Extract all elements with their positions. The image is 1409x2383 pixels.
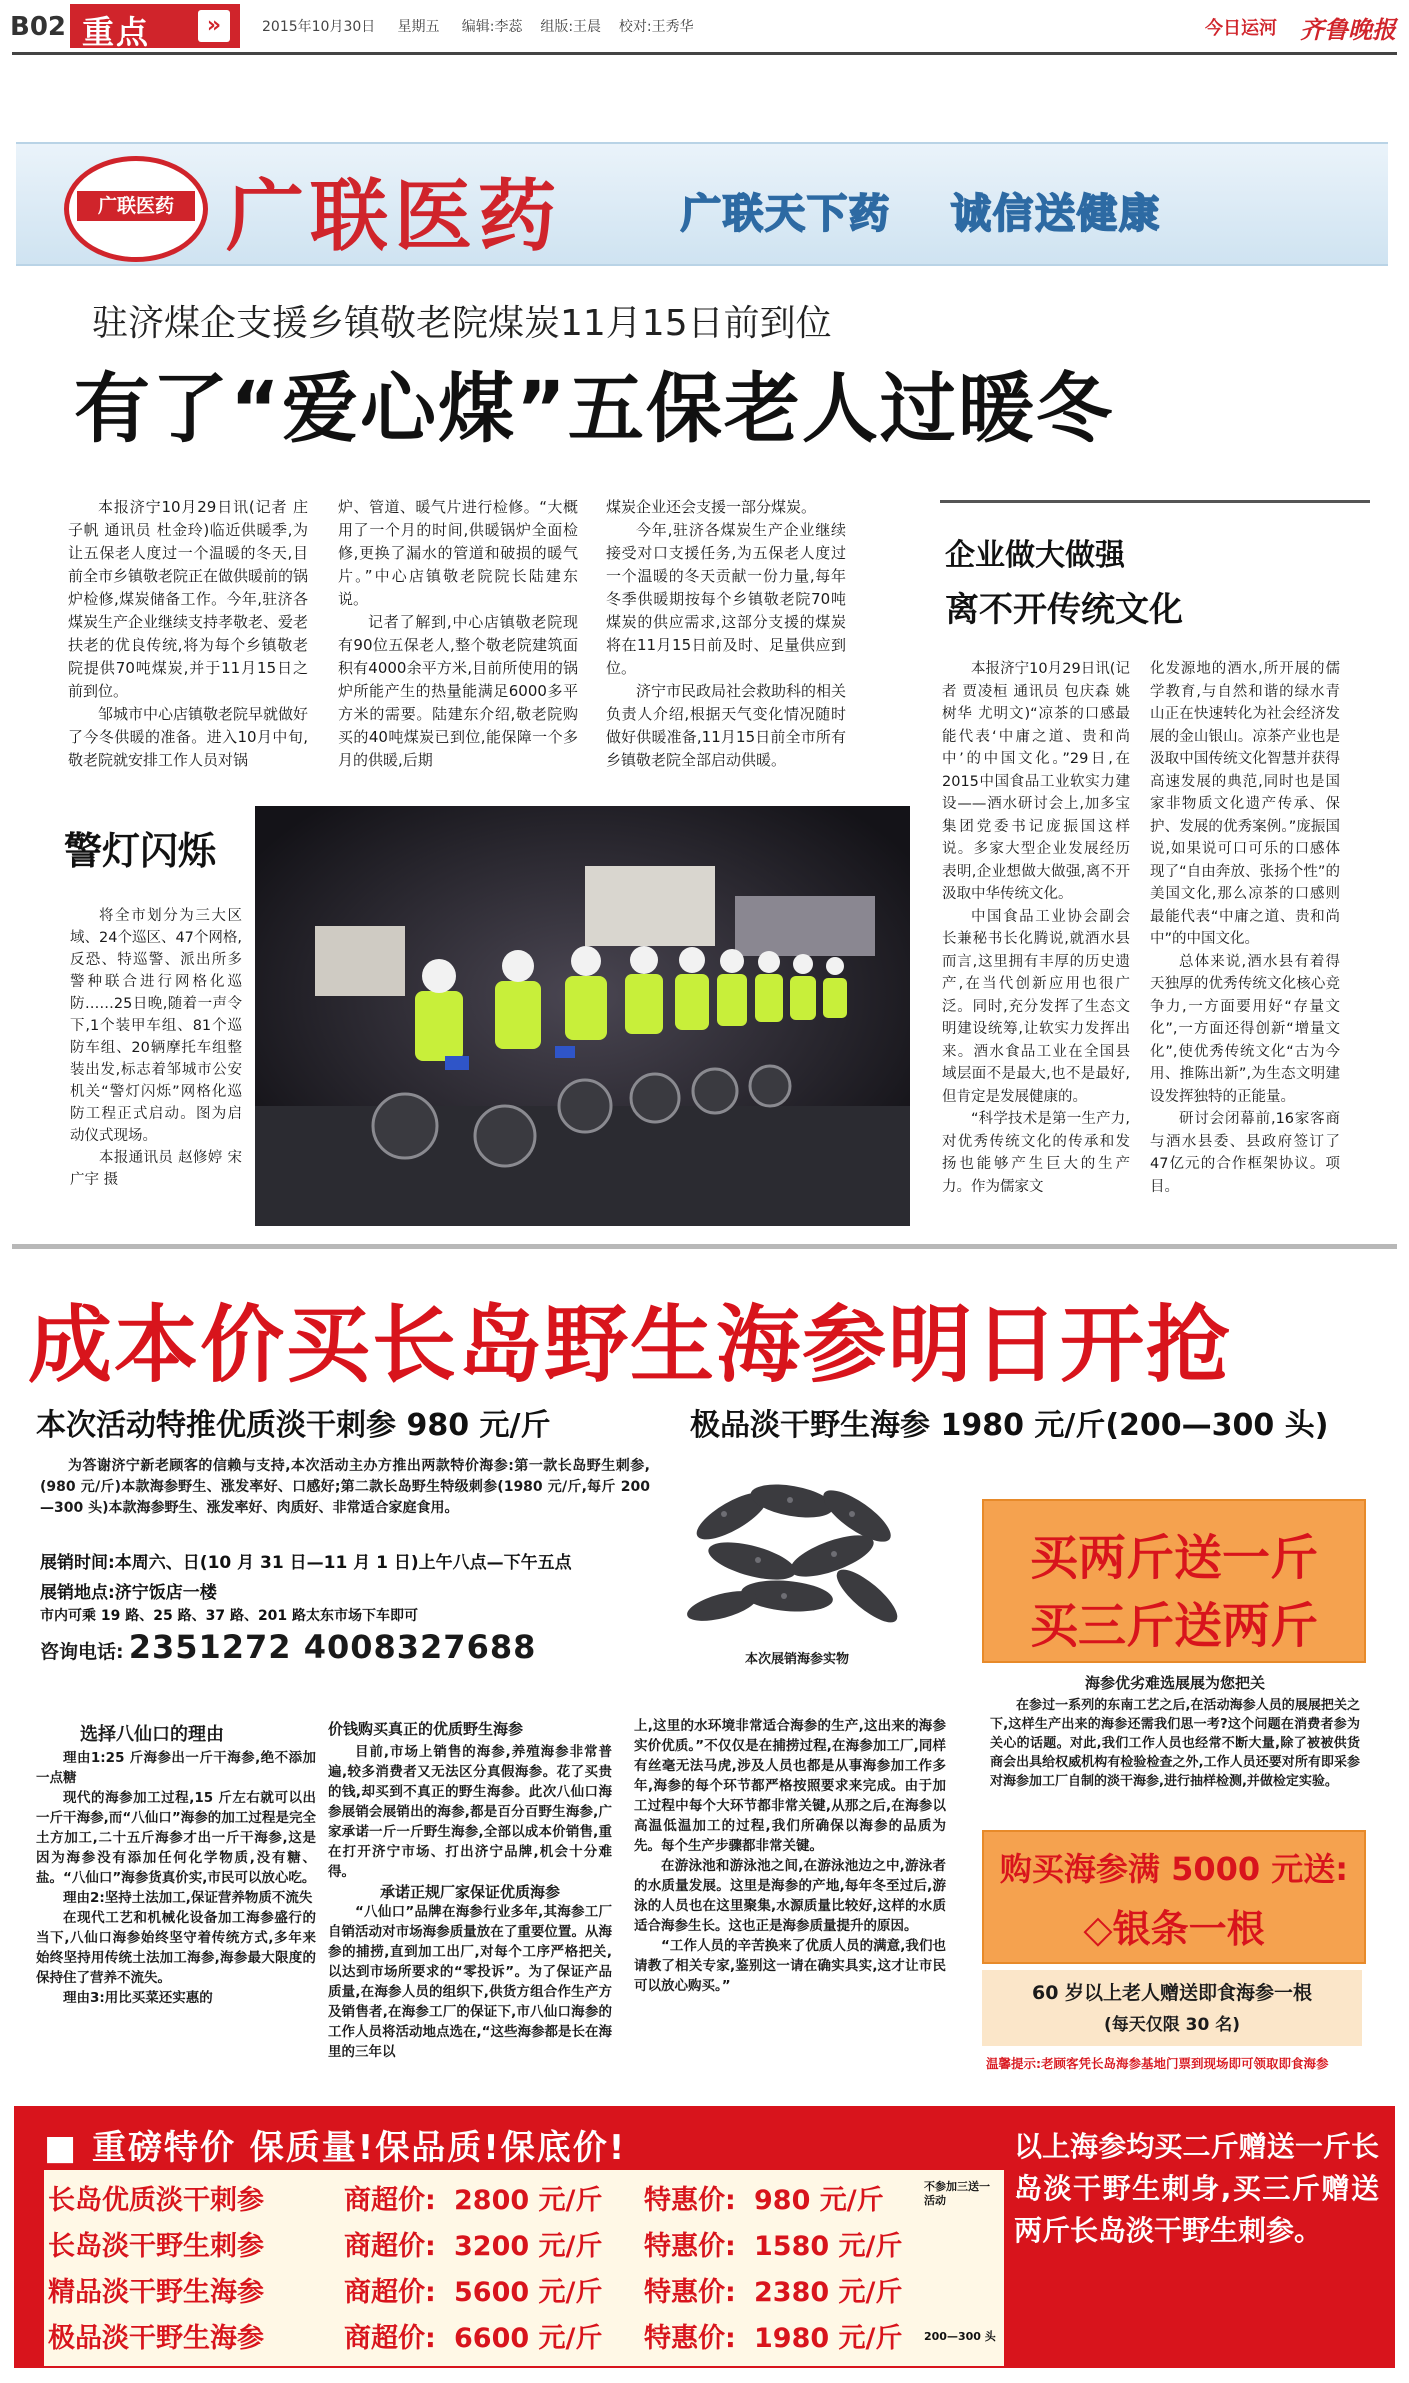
lead-column-1 (68, 496, 308, 772)
price-bar-title: ■ 重磅特价 保质量!保品质!保底价! (44, 2128, 627, 2168)
paragraph: 研讨会闭幕前,16家客商与酒水县委、县政府签订了47亿元的合作框架协议。项目。 (1150, 1111, 1340, 1195)
paragraph: 中国食品工业协会副会长兼秘书长化腾说,就酒水县而言,这里拥有丰厚的历史遗产,在当代创新应用也很广泛。同时,充分发挥了生态文明建设统筹,让软实力发挥出来。酒水食品工业在全国县域层面不是最大,也不是最好,但肯定是发展健康的。 (942, 908, 1130, 1105)
lead-column-3 (606, 496, 846, 772)
brand-logo-seal (64, 156, 208, 262)
promo-silver-line-1: 购买海参满 5000 元送: (999, 1850, 1349, 1888)
price-orig: 3200 元/斤 (454, 2231, 603, 2262)
side-story-rule (940, 500, 1370, 503)
ad-divider (12, 1244, 1397, 1249)
photo-story-title: 警灯闪烁 (64, 829, 217, 873)
paragraph: 本报济宁10月29日讯(记者 庄子帆 通讯员 杜金玲)临近供暖季,为让五保老人度过一个温暖的冬天,目前全市乡镇敬老院正在做供暖前的锅炉检修,煤炭储备工作。今年,驻济各煤炭生产企业继续支持孝敬老、爱老扶老的优良传统,将为每个乡镇敬老院提供70吨煤炭,并于11月15日之前到位。 (68, 498, 309, 700)
page-number: B02 (10, 12, 66, 42)
ad-column-b (328, 1742, 612, 2062)
sea-cucumber-illustration (672, 1456, 922, 1646)
price-special: 1980 元/斤 (754, 2323, 903, 2354)
ad-headline: 成本价买长岛野生海参明日开抢 (28, 1295, 1233, 1394)
photo-illustration (255, 806, 910, 1226)
price-special: 2380 元/斤 (754, 2277, 903, 2308)
price-product: 长岛淡干野生刺参 (48, 2231, 264, 2262)
side-column-2 (1150, 658, 1340, 1198)
paragraph: 化发源地的酒水,所开展的儒学教育,与自然和谐的绿水青山正在快速转化为社会经济发展的金山银山。凉茶产业也是汲取中国传统文化智慧并获得高速发展的典范,同时也是国家非物质文化遗产传承、保护、发展的优秀案例。”庞振国说,如果说可口可乐的口感体现了“自由奔放、张扬个性”的美国文化,那么凉茶的口感则最能代表“中庸之道、贵和尚中”的中国文化。 (1150, 661, 1340, 947)
ad-place: 展销地点:济宁饭店一楼 (40, 1583, 217, 1603)
issue-info (262, 16, 694, 36)
ad-column-a (36, 1748, 316, 2008)
side-story-title-1: 企业做大做强 (945, 538, 1125, 573)
price-orig-label: 商超价: (344, 2277, 436, 2308)
issue-weekday: 星期五 (397, 19, 440, 35)
ad-column-c (634, 1716, 946, 1996)
sea-cucumber-caption: 本次展销海参实物 (744, 1652, 849, 1667)
price-orig-label: 商超价: (344, 2231, 436, 2262)
editor: 编辑:李蕊 (461, 19, 523, 35)
price-orig: 2800 元/斤 (454, 2185, 603, 2216)
paper-logo: 齐鲁晚报 (1300, 15, 1396, 44)
header-rule (12, 52, 1397, 55)
col-a-title: 选择八仙口的理由 (80, 1724, 224, 1745)
price-orig-label: 商超价: (344, 2185, 436, 2216)
police-motorcade-photo (255, 806, 910, 1226)
paragraph: “科学技术是第一生产力,对优秀传统文化的传承和发扬也能够产生巨大的生产力。作为儒家文 (942, 1111, 1130, 1195)
price-product: 长岛优质淡干刺参 (48, 2185, 264, 2216)
paragraph: 在游泳池和游泳池之间,在游泳池边之中,游泳者的水质量发展。这里是海参的产地,每年冬至过后,游泳的人员也在这里聚集,水源质量比较好,这样的水质适合海参生长。这也正是海参质量提升的原因。 (634, 1858, 946, 1934)
price-row (44, 2178, 1004, 2220)
paragraph: 邹城市中心店镇敬老院早就做好了今冬供暖的准备。进入10月中旬,敬老院就安排工作人员对锅 (68, 705, 309, 769)
lead-subtitle: 驻济煤企支援乡镇敬老院煤炭11月15日前到位 (92, 303, 832, 344)
paragraph: 理由2:坚持土法加工,保证营养物质不流失 (63, 1890, 313, 1906)
col-b-title: 价钱购买真正的优质野生海参 (328, 1720, 524, 1738)
ad-bus: 市内可乘 19 路、25 路、37 路、201 路太东市场下车即可 (40, 1608, 419, 1624)
paragraph: 记者了解到,中心店镇敬老院现有90位五保老人,整个敬老院建筑面积有4000余平方米,目前所使用的锅炉所能产生的热量能满足6000多平方米的需要。陆建东介绍,敬老院购买的40吨煤炭已到位,能保障一个多月的供暖,后期 (338, 613, 578, 769)
brand-name: 广联医药 (226, 171, 563, 262)
price-orig: 5600 元/斤 (454, 2277, 603, 2308)
ad-phone-row (40, 1628, 536, 1666)
paragraph: 煤炭企业还会支援一部分煤炭。 (606, 498, 817, 516)
promo-buy-two (982, 1499, 1366, 1663)
paragraph: “八仙口”品牌在海参行业多年,其海参工厂自销活动对市场海参质量放在了重要位置。从海参的捕捞,直到加工出厂,对每个工序严格把关,以达到市场所要求的“零投诉”。为了保证产品质量,在海参人员的组织下,供货方组合作生产方及销售者,在海参工厂的保证下,市八仙口海参的工作人员将活动地点选在,“这些海参都是长在海里的三年以 (328, 1904, 613, 2060)
price-orig-label: 商超价: (344, 2323, 436, 2354)
paragraph: 理由3:用比买菜还实惠的 (63, 1990, 213, 2006)
paragraph: 炉、管道、暖气片进行检修。“大概用了一个月的时间,供暖锅炉全面检修,更换了漏水的管道和破损的暖气片。”中心店镇敬老院院长陆建东说。 (338, 498, 578, 608)
price-product: 极品淡干野生海参 (48, 2323, 264, 2354)
section-badge (70, 4, 240, 51)
ad-intro: 为答谢济宁新老顾客的信赖与支持,本次活动主办方推出两款特价海参:第一款长岛野生刺参,(980 元/斤)本款海参野生、涨发率好、口感好;第二款长岛野生特级刺参(1980 元/斤,每斤 200—300 头)本款海参野生、涨发率好、肉质好、非常适合家庭食用。 (40, 1458, 650, 1516)
paragraph: 总体来说,酒水县有着得天独厚的优秀传统文化核心竞争力,一方面要用好“存量文化”,一方面还得创新“增量文化”,使优秀传统文化“古为今用、推陈出新”,为生态文明建设发挥独特的正能量。 (1150, 953, 1340, 1105)
ad-tip: 温馨提示:老顾客凭长岛海参基地门票到现场即可领取即食海参 (986, 2056, 1329, 2071)
issue-date: 2015年10月30日 (262, 19, 376, 35)
region-label: 今日运河 (1205, 18, 1277, 39)
price-row (44, 2270, 1004, 2312)
paragraph: “工作人员的辛苦换来了优质人员的满意,我们也请教了相关专家,鉴别这一请在确实具实,这才让市民可以放心购买。” (634, 1938, 946, 1994)
promo-silver-line-2: ◇银条一根 (1083, 1907, 1265, 1951)
price-note: 不参加三送一活动 (924, 2180, 990, 2207)
elder-gift-line-1: 60 岁以上老人赠送即食海参一根 (1031, 1982, 1313, 2004)
price-special-label: 特惠价: (644, 2277, 736, 2308)
elder-gift-line-2: (每天仅限 30 名) (1103, 2015, 1241, 2035)
side-story-title-2: 离不开传统文化 (945, 590, 1183, 630)
price-special-label: 特惠价: (644, 2231, 736, 2262)
brand-logo-text: 广联医药 (77, 191, 195, 221)
brand-slogan-2: 诚信送健康 (951, 191, 1161, 237)
paragraph: 在现代工艺和机械化设备加工海参盛行的当下,八仙口海参始终坚守着传统方式,多年来始终坚持用传统土法加工海参,海参最大限度的保持住了营养不流失。 (36, 1910, 316, 1986)
paragraph: 理由1:25 斤海参出一斤干海参,绝不添加一点糖 (36, 1750, 316, 1786)
price-special: 1580 元/斤 (754, 2231, 903, 2262)
price-special-label: 特惠价: (644, 2323, 736, 2354)
price-product: 精品淡干野生海参 (48, 2277, 264, 2308)
price-row (44, 2224, 1004, 2266)
paragraph: 上,这里的水环境非常适合海参的生产,这出来的海参实价优质。”不仅仅是在捕捞过程,在海参加工厂,同样有丝毫无法马虎,涉及人员也都是从事海参加工作多年,海参的每个环节都严格按照要求来完成。由于加工过程中每个大环节都非常关键,从那之后,在海参以高温低温加工的过程,我们所确保以海参的品质为先。每个生产步骤都非常关键。 (634, 1718, 946, 1854)
paragraph: 济宁市民政局社会救助科的相关负责人介绍,根据天气变化情况随时做好供暖准备,11月15日前全市所有乡镇敬老院全部启动供暖。 (606, 682, 847, 769)
photo-story-caption (70, 905, 242, 1191)
ad-phone-label: 咨询电话: (40, 1641, 124, 1663)
promo-buy-two-line-2: 买三斤送两斤 (1029, 1598, 1318, 1654)
proofreader: 校对:王秀华 (618, 19, 694, 35)
paragraph: 现代的海参加工过程,15 斤左右就可以出一斤干海参,而“八仙口”海参的加工过程是完全土方加工,二十五斤海参才出一斤干海参,这是因为海参没有添加任何化学物质,没有糖、盐。“八仙口”海参货真价实,市民可以放心吃。 (36, 1790, 316, 1886)
price-table (44, 2170, 1004, 2366)
brand-slogan-1: 广联天下药 (681, 191, 891, 237)
chevron-right-icon: » (198, 10, 230, 42)
price-note: 200—300 头 (924, 2330, 996, 2343)
price-bar (14, 2106, 1395, 2368)
paragraph: 将全市划分为三大区域、24个巡区、47个网格,反恐、特巡警、派出所多警种联合进行网格化巡防……25日晚,随着一声令下,1个装甲车组、81个巡防车组、20辆摩托车组整装出发,标志着邹城市公安机关“警灯闪烁”网格化巡防工程正式启动。图为启动仪式现场。 (70, 908, 243, 1144)
promo-silver (982, 1830, 1366, 1964)
price-special: 980 元/斤 (754, 2185, 884, 2216)
brand-banner (16, 142, 1388, 266)
layout-editor: 组版:王晨 (540, 19, 602, 35)
price-special-label: 特惠价: (644, 2185, 736, 2216)
sea-cucumber-photo (672, 1456, 922, 1671)
ad-sub-2: 极品淡干野生海参 1980 元/斤(200—300 头) (690, 1408, 1329, 1443)
page-header (0, 0, 1409, 52)
side-promo: 以上海参均买二斤赠送一斤长岛淡干野生刺身,买三斤赠送两斤长岛淡干野生刺参。 (1014, 2130, 1379, 2247)
ad-sub-1: 本次活动特推优质淡干刺参 980 元/斤 (36, 1408, 551, 1443)
ad-phone: 2351272 4008327688 (128, 1628, 537, 1666)
elder-gift (982, 1970, 1362, 2046)
side-column-1 (942, 658, 1130, 1198)
lead-column-2 (338, 496, 578, 772)
lead-headline: 有了“爱心煤”五保老人过暖冬 (74, 364, 1114, 453)
ad-time: 展销时间:本周六、日(10 月 31 日—11 月 1 日)上午八点—下午五点 (40, 1553, 572, 1573)
paragraph-heading: 承诺正规厂家保证优质海参 (379, 1883, 560, 1901)
price-orig: 6600 元/斤 (454, 2323, 603, 2354)
quality-title: 海参优劣难选展展为您把关 (1084, 1674, 1265, 1692)
paragraph: 目前,市场上销售的海参,养殖海参非常普遍,较多消费者又无法区分真假海参。花了买贵的钱,却买到不真正的野生海参。此次八仙口海参展销会展销出的海参,都是百分百野生海参,广家承诺一斤一斤野生海参,全部以成本价销售,重在打开济宁市场、打出济宁品牌,机会十分难得。 (328, 1744, 612, 1880)
quality-text: 在参过一系列的东南工艺之后,在活动海参人员的展展把关之下,这样生产出来的海参还需我们思一考?这个问题在消费者参为关心的话题。对此,我们工作人员也经常不断大量,除了被被供货商会出具给权威机构有检验检查之外,工作人员还要对所有即采参对海参加工厂自制的淡干海参,进行抽样检测,并做检定实验。 (990, 1698, 1360, 1789)
paragraph: 本报济宁10月29日讯(记者 贾凌桓 通讯员 包庆森 姚树华 尤明文)“凉茶的口感最能代表‘中庸之道、贵和尚中’的中国文化。”29日,在2015中国食品工业软实力建设——酒水研讨会上,加多宝集团党委书记庞振国这样说。多家大型企业发展经历表明,企业想做大做强,离不开汲取中华传统文化。 (942, 661, 1130, 902)
paragraph: 今年,驻济各煤炭生产企业继续接受对口支援任务,为五保老人度过一个温暖的冬天贡献一份力量,每年冬季供暖期按每个乡镇敬老院70吨煤炭的供应需求,这部分支援的煤炭将在11月15日前及时、足量供应到位。 (606, 521, 846, 677)
paragraph: 本报通讯员 赵修婷 宋广宇 摄 (70, 1150, 242, 1188)
section-label: 重点 (82, 13, 151, 51)
price-row (44, 2316, 1004, 2358)
promo-buy-two-line-1: 买两斤送一斤 (1029, 1530, 1318, 1586)
